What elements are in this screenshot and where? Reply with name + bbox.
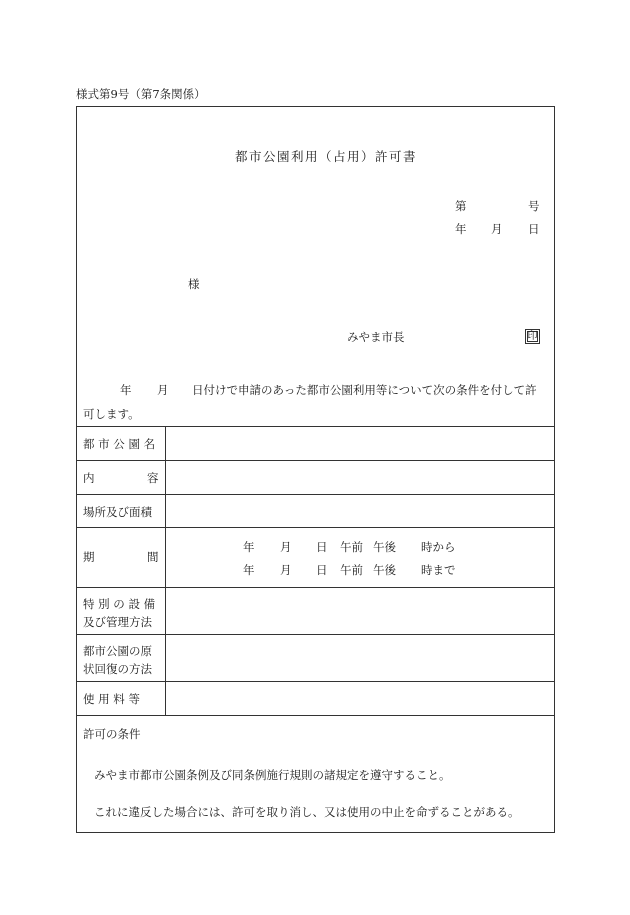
date-year: 年 bbox=[455, 222, 467, 236]
row-rule bbox=[77, 527, 554, 528]
issuer-name: みやま市長 bbox=[347, 330, 405, 344]
conditions-heading: 許可の条件 bbox=[83, 727, 141, 741]
period-to-year: 年 bbox=[243, 563, 255, 577]
label-facilities-1: 特 別 の 設 備 bbox=[83, 597, 156, 611]
intro-text-line2: 可します。 bbox=[83, 407, 140, 421]
period-from-pm: 午後 bbox=[373, 540, 396, 554]
date-month: 月 bbox=[491, 222, 503, 236]
addressee-suffix: 様 bbox=[188, 277, 200, 291]
label-location: 場所及び面積 bbox=[83, 505, 152, 519]
label-park-name: 都 市 公 園 名 bbox=[83, 437, 156, 451]
table-bottom-rule bbox=[77, 715, 554, 716]
permit-form bbox=[76, 106, 555, 833]
period-from-day: 日 bbox=[316, 540, 328, 554]
label-fee: 使 用 料 等 bbox=[83, 692, 140, 706]
row-rule bbox=[77, 587, 554, 588]
row-rule bbox=[77, 681, 554, 682]
form-number-label: 様式第9号（第7条関係） bbox=[76, 87, 206, 101]
label-restore-2: 状回復の方法 bbox=[83, 662, 152, 676]
period-to-month: 月 bbox=[280, 563, 292, 577]
date-day: 日 bbox=[528, 222, 540, 236]
intro-month: 月 bbox=[157, 383, 169, 397]
label-facilities-2: 及び管理方法 bbox=[83, 615, 152, 629]
document-title: 都市公園利用（占用）許可書 bbox=[235, 149, 418, 164]
label-content-b: 容 bbox=[147, 471, 159, 485]
period-from-am: 午前 bbox=[340, 540, 363, 554]
period-to-time: 時まで bbox=[421, 563, 456, 577]
number-suffix: 号 bbox=[528, 199, 540, 213]
number-prefix: 第 bbox=[455, 199, 467, 213]
period-to-am: 午前 bbox=[340, 563, 363, 577]
row-rule bbox=[77, 494, 554, 495]
intro-text: 日付けで申請のあった都市公園利用等について次の条件を付して許 bbox=[192, 383, 537, 397]
period-to-day: 日 bbox=[316, 563, 328, 577]
label-column-divider bbox=[165, 426, 166, 715]
label-period-a: 期 bbox=[83, 550, 95, 564]
intro-year: 年 bbox=[120, 383, 132, 397]
label-restore-1: 都市公園の原 bbox=[83, 644, 152, 658]
label-period-b: 間 bbox=[147, 550, 159, 564]
period-from-time: 時から bbox=[421, 540, 456, 554]
period-from-month: 月 bbox=[280, 540, 292, 554]
period-to-pm: 午後 bbox=[373, 563, 396, 577]
label-content-a: 内 bbox=[83, 471, 95, 485]
seal-mark: 印 bbox=[525, 329, 540, 344]
row-rule bbox=[77, 634, 554, 635]
conditions-line2: これに違反した場合には、許可を取り消し、又は使用の中止を命ずることがある。 bbox=[94, 805, 520, 819]
period-from-year: 年 bbox=[243, 540, 255, 554]
row-rule bbox=[77, 460, 554, 461]
table-top-rule bbox=[77, 426, 554, 427]
conditions-line1: みやま市都市公園条例及び同条例施行規則の諸規定を遵守すること。 bbox=[94, 768, 451, 782]
